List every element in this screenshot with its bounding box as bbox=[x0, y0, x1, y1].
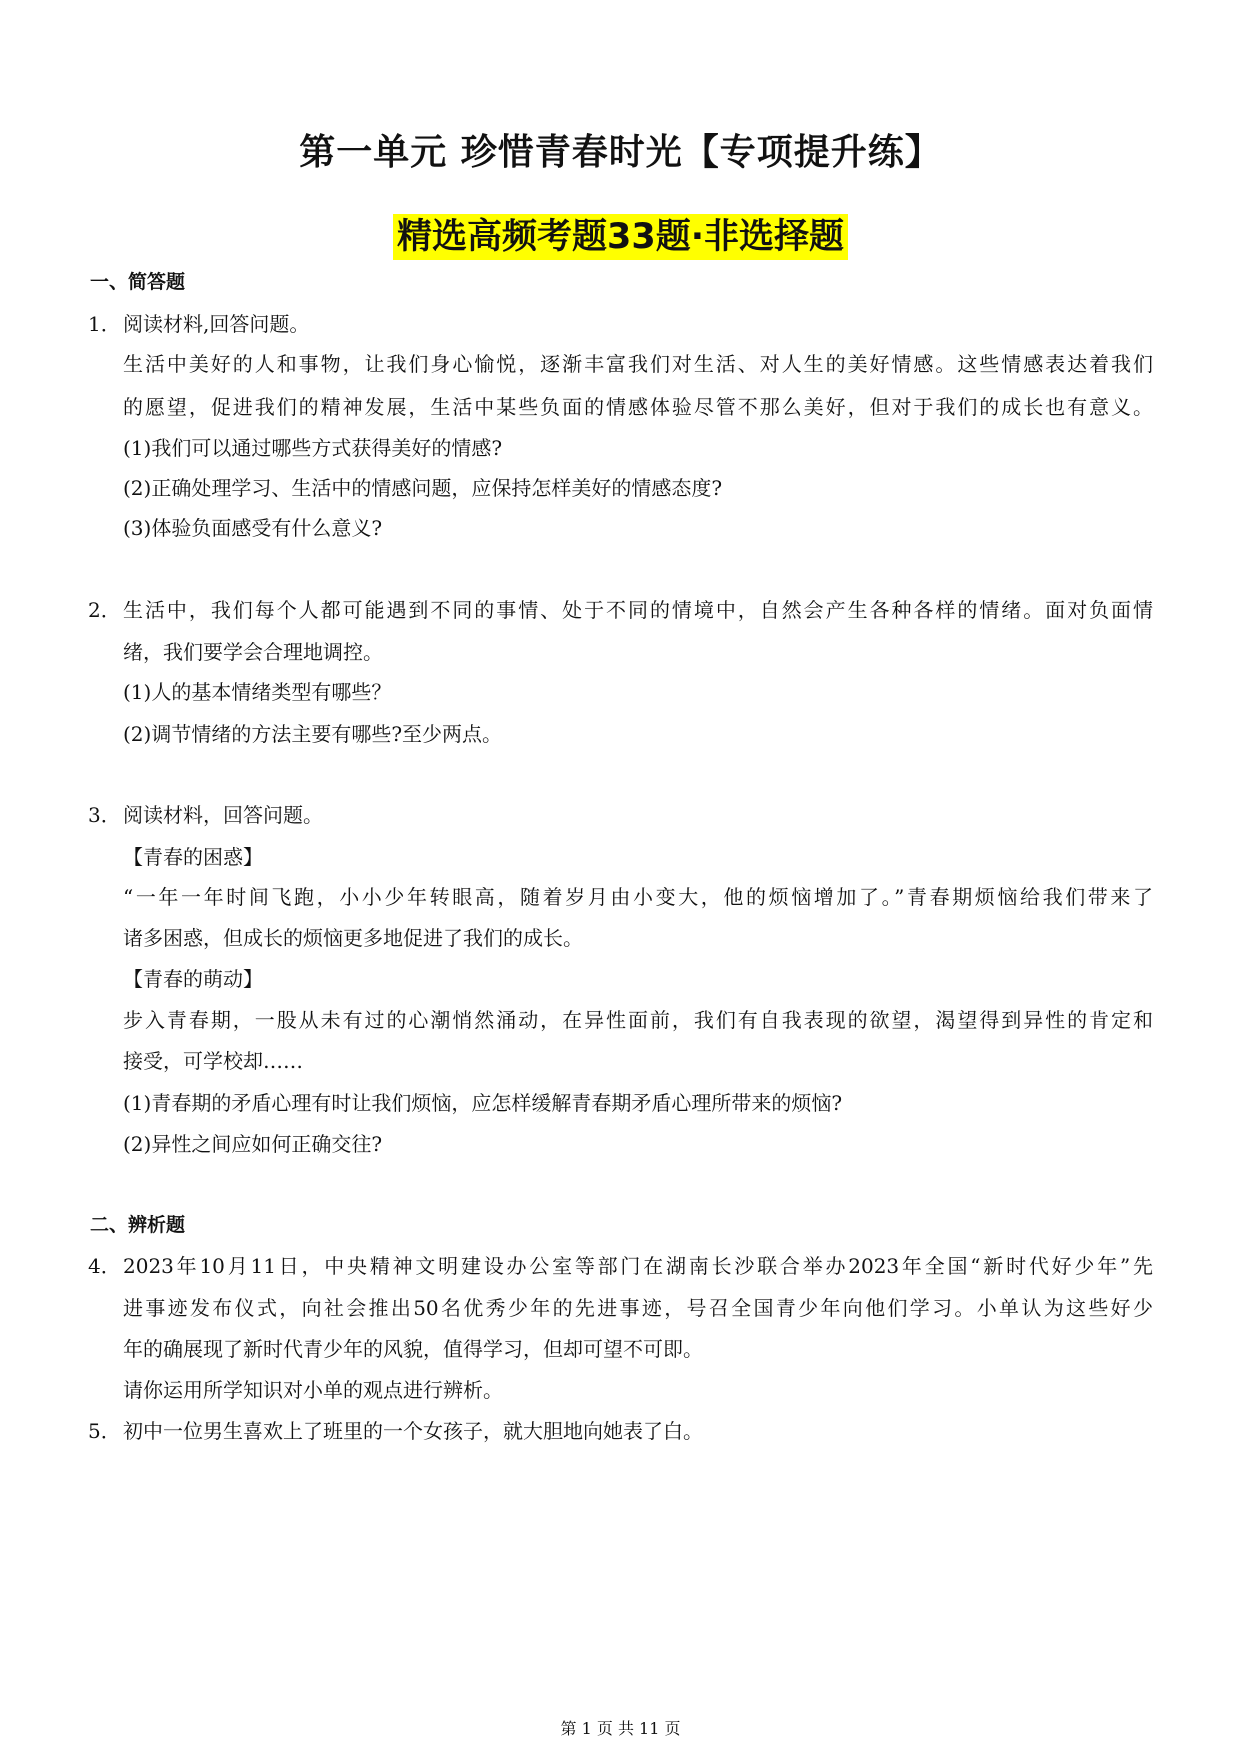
question-line: 进事迹发布仪式，向社会推出50名优秀少年的先进事迹，号召全国青少年向他们学习。小单认为这些好少 bbox=[123, 1296, 1153, 1320]
question-line: 年的确展现了新时代青少年的风貌，值得学习，但却可望不可即。 bbox=[123, 1337, 703, 1361]
question-number: 1． bbox=[88, 312, 121, 336]
section-heading-analysis: 二、辨析题 bbox=[90, 1214, 186, 1236]
material-heading: 【青春的萌动】 bbox=[123, 967, 263, 991]
page-footer: 第 1 页 共 11 页 bbox=[560, 1719, 681, 1738]
question-number: 5． bbox=[88, 1419, 121, 1443]
document-title: 第一单元 珍惜青春时光【专项提升练】 bbox=[299, 132, 942, 173]
question-line: 初中一位男生喜欢上了班里的一个女孩子，就大胆地向她表了白。 bbox=[123, 1419, 703, 1443]
question-line: 生活中，我们每个人都可能遇到不同的事情、处于不同的情境中，自然会产生各种各样的情绪。面对负面情 bbox=[123, 598, 1153, 622]
question-line: (3)体验负面感受有什么意义? bbox=[123, 516, 383, 540]
question-line: 的愿望，促进我们的精神发展，生活中某些负面的情感体验尽管不那么美好，但对于我们的成长也有意义。 bbox=[123, 395, 1153, 419]
material-heading: 【青春的困惑】 bbox=[123, 845, 263, 869]
question-line: 诸多困惑，但成长的烦恼更多地促进了我们的成长。 bbox=[123, 926, 583, 950]
question-line: (2)正确处理学习、生活中的情感问题，应保持怎样美好的情感态度? bbox=[123, 476, 723, 500]
question-line: (2)异性之间应如何正确交往? bbox=[123, 1132, 383, 1156]
question-line: (1)人的基本情绪类型有哪些？ bbox=[123, 680, 392, 704]
question-line: 绪，我们要学会合理地调控。 bbox=[123, 640, 383, 664]
question-line: (1)我们可以通过哪些方式获得美好的情感? bbox=[123, 436, 503, 460]
question-line: 2023年10月11日，中央精神文明建设办公室等部门在湖南长沙联合举办2023年全国“新时代好少年”先 bbox=[123, 1254, 1153, 1278]
question-number: 4． bbox=[88, 1254, 121, 1278]
question-line: 请你运用所学知识对小单的观点进行辨析。 bbox=[123, 1378, 503, 1402]
question-line: 接受，可学校却…… bbox=[123, 1049, 303, 1073]
document-subtitle-highlighted: 精选高频考题33题·非选择题 bbox=[393, 214, 848, 260]
question-line: 阅读材料,回答问题。 bbox=[123, 312, 310, 336]
question-line: (2)调节情绪的方法主要有哪些?至少两点。 bbox=[123, 722, 503, 746]
question-line: (1)青春期的矛盾心理有时让我们烦恼，应怎样缓解青春期矛盾心理所带来的烦恼? bbox=[123, 1091, 843, 1115]
question-line: 生活中美好的人和事物，让我们身心愉悦，逐渐丰富我们对生活、对人生的美好情感。这些情感表达着我们 bbox=[123, 352, 1153, 376]
question-line: “一年一年时间飞跑，小小少年转眼高，随着岁月由小变大，他的烦恼增加了。”青春期烦恼给我们带来了 bbox=[123, 885, 1153, 909]
question-number: 2． bbox=[88, 598, 121, 622]
question-number: 3． bbox=[88, 803, 121, 827]
section-heading-short-answer: 一、简答题 bbox=[90, 271, 186, 293]
subtitle-container bbox=[0, 214, 1241, 260]
question-line: 步入青春期，一股从未有过的心潮悄然涌动，在异性面前，我们有自我表现的欲望，渴望得到异性的肯定和 bbox=[123, 1008, 1153, 1032]
question-line: 阅读材料，回答问题。 bbox=[123, 803, 323, 827]
